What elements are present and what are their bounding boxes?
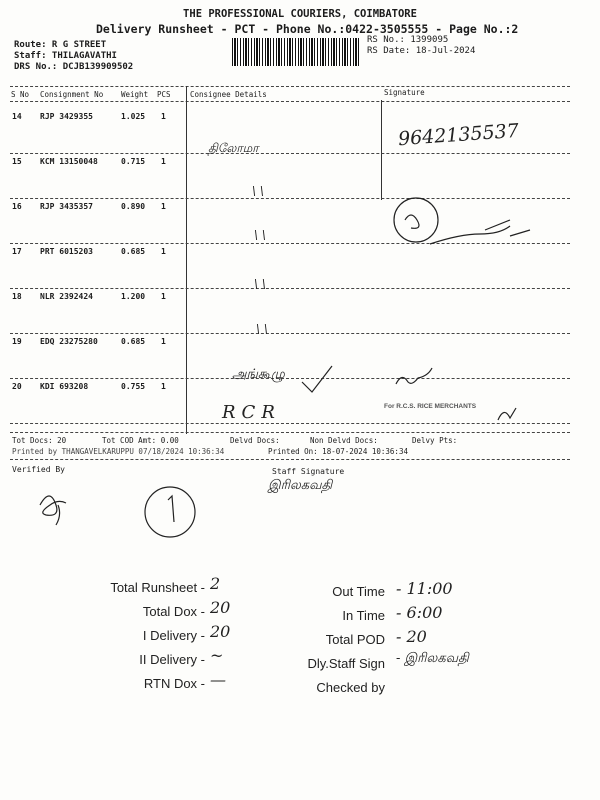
drs-number: DRS No.: DCJB139909502 — [14, 62, 134, 72]
staff-label: Staff: THILAGAVATHI — [14, 51, 117, 61]
runsheet-title: Delivery Runsheet - PCT - Phone No.:0422-3505555 - Page No.:2 — [96, 22, 519, 36]
tally-label: In Time — [342, 608, 385, 623]
delivered-docs: Delvd Docs: — [230, 436, 280, 445]
tally-label: II Delivery - — [139, 652, 205, 667]
row-consignment-no: EDQ 23275280 — [40, 337, 98, 346]
row-pcs: 1 — [161, 157, 166, 166]
tally-value: 20 — [210, 598, 231, 617]
hw-ditto-mark: \ \ — [254, 277, 266, 291]
tally-label: Total Runsheet - — [110, 580, 205, 595]
row-sno: 19 — [12, 337, 22, 346]
row-pcs: 1 — [161, 112, 166, 121]
row-sno: 17 — [12, 247, 22, 256]
total-cod-amount: Tot COD Amt: 0.00 — [102, 436, 179, 445]
col-sno: S No — [11, 90, 30, 99]
total-docs: Tot Docs: 20 — [12, 436, 67, 445]
col-pcs: PCS — [157, 90, 171, 99]
tally-label: Out Time — [332, 584, 385, 599]
tally-value: ~ — [210, 646, 224, 665]
row-weight: 0.715 — [121, 157, 146, 166]
tally-label: Dly.Staff Sign — [307, 656, 385, 671]
staff-signature-label: Staff Signature — [272, 467, 345, 476]
row-weight: 1.200 — [121, 292, 146, 301]
col-signature: Signature — [384, 88, 425, 97]
tally-value: - 6:00 — [396, 603, 443, 622]
row-sno: 18 — [12, 292, 22, 301]
row-consignment-no: RJP 3429355 — [40, 112, 93, 121]
row-pcs: 1 — [161, 382, 166, 391]
row-consignment-no: NLR 2392424 — [40, 292, 93, 301]
hw-ditto-mark: \ \ — [254, 228, 266, 242]
rs-number: RS No.: 1399095 — [367, 35, 449, 45]
divider — [10, 459, 570, 460]
row-weight: 1.025 — [121, 112, 146, 121]
tally-value: 2 — [210, 574, 221, 593]
tally-label: Checked by — [316, 680, 385, 695]
tally-value: 20 — [210, 622, 231, 641]
row-pcs: 1 — [161, 247, 166, 256]
row-sno: 15 — [12, 157, 22, 166]
row-consignment-no: RJP 3435357 — [40, 202, 93, 211]
row-pcs: 1 — [161, 202, 166, 211]
verified-by-label: Verified By — [12, 465, 65, 474]
row-consignment-no: KCM 13150048 — [40, 157, 98, 166]
divider — [10, 432, 570, 433]
hw-consignee-name: திலோமா — [208, 141, 259, 155]
col-weight: Weight — [121, 90, 149, 99]
tally-value: - 20 — [396, 627, 427, 646]
hw-consignee-name: அங்கூழு — [232, 367, 285, 382]
row-weight: 0.890 — [121, 202, 146, 211]
route-label: Route: R G STREET — [14, 40, 107, 50]
hw-ditto-mark: \ \ — [256, 322, 268, 336]
delivery-points: Delvy Pts: — [412, 436, 458, 445]
row-consignment-no: KDI 693208 — [40, 382, 89, 391]
col-consignee: Consignee Details — [190, 90, 267, 99]
row-pcs: 1 — [161, 292, 166, 301]
rs-date: RS Date: 18-Jul-2024 — [367, 46, 476, 56]
row-weight: 0.755 — [121, 382, 146, 391]
row-sno: 20 — [12, 382, 22, 391]
row-weight: 0.685 — [121, 247, 146, 256]
col-consignment: Consignment No — [40, 90, 104, 99]
row-consignment-no: PRT 6015203 — [40, 247, 93, 256]
tally-label: RTN Dox - — [143, 676, 205, 691]
hw-phone-number: 9642135537 — [397, 119, 520, 151]
hw-consignee-name: RCR — [222, 402, 281, 423]
tally-value: — — [210, 670, 226, 689]
tally-value: - 11:00 — [396, 579, 453, 598]
printed-on: Printed On: 18-07-2024 10:36:34 — [268, 447, 408, 456]
row-sno: 16 — [12, 202, 22, 211]
row-weight: 0.685 — [121, 337, 146, 346]
tally-label: Total POD — [325, 632, 385, 647]
hw-ditto-mark: \ \ — [252, 184, 264, 198]
staff-signature-hw: இரிலகவதி — [268, 478, 333, 493]
company-name: THE PROFESSIONAL COURIERS, COIMBATORE — [183, 8, 417, 20]
tally-value: - இரிலகவதி — [396, 651, 469, 666]
printed-by: Printed by THANGAVELKARUPPU 07/18/2024 10:36:34 — [12, 447, 225, 456]
tally-label: I Delivery - — [142, 628, 205, 643]
row-sno: 14 — [12, 112, 22, 121]
tally-label: Total Dox - — [142, 604, 205, 619]
row-pcs: 1 — [161, 337, 166, 346]
non-delivered-docs: Non Delvd Docs: — [310, 436, 378, 445]
merchant-stamp: For R.C.S. RICE MERCHANTS — [384, 403, 477, 410]
